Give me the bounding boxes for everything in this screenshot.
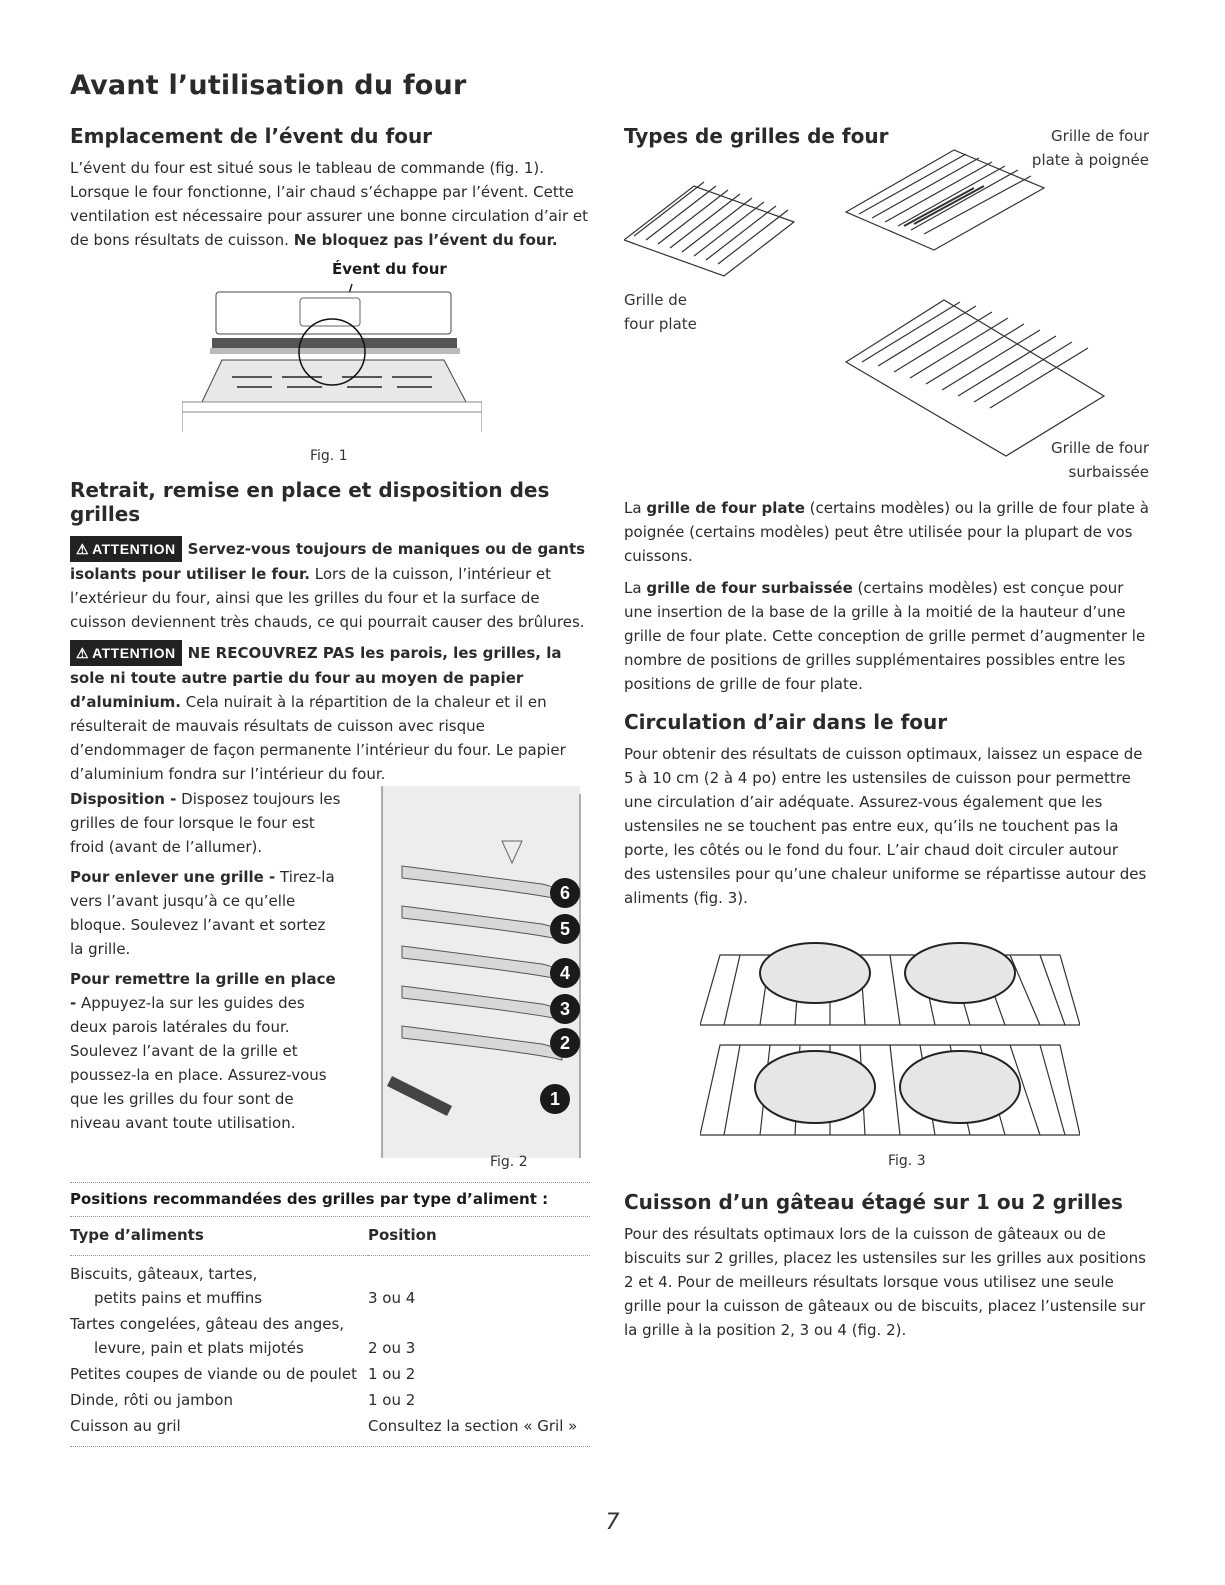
air-body: Pour obtenir des résultats de cuisson optimaux, laissez un espace de 5 à 10 cm (2 à 4 po) entre les ustensiles de cuisson pour permettre une circulation d’air adéquate. Assurez-vous également que les ustensiles ne se touchent pas entre eux, qu’ils ne touchent pas la porte, les côtés ou le fond du four. L’air chaud doit circuler autour des ustensiles pour qu’une chaleur uniforme se répartisse autour des aliments (fig. 3). bbox=[624, 745, 1147, 907]
racks-heading: Retrait, remise en place et disposition des grilles bbox=[70, 478, 550, 526]
disposition-text: Disposition - Disposez toujours les grilles de four lorsque le four est froid (avant de l’allumer). bbox=[70, 790, 341, 856]
warning-badge: ⚠ ATTENTION bbox=[70, 536, 182, 562]
position-cell: Consultez la section « Gril » bbox=[368, 1416, 578, 1435]
label-handle-rack: Grille de four plate à poignée bbox=[1031, 127, 1149, 169]
table-header-row bbox=[70, 1223, 590, 1256]
col-food-header: Type d’aliments bbox=[70, 1226, 204, 1244]
table-row bbox=[70, 1262, 590, 1310]
replace-rack-text: Pour remettre la grille en place - Appuyez-la sur les guides des deux parois latérales du four. Soulevez l’avant de la grille et poussez-la en place. Assurez-vous que les grilles du four sont de niveau avant toute utilisation. bbox=[70, 970, 336, 1132]
table-row bbox=[70, 1360, 590, 1386]
flat-rack-paragraph: La grille de four plate (certains modèles) ou la grille de four plate à poignée (certains modèles) peut être utilisée pour la plupart de vos cuissons. bbox=[624, 499, 1149, 565]
rack-instructions bbox=[70, 787, 342, 1135]
rack-position-2: 2 bbox=[550, 1028, 580, 1058]
rack-types-figure bbox=[624, 124, 1149, 484]
position-cell: 1 ou 2 bbox=[368, 1364, 416, 1383]
positions-table-block bbox=[70, 1182, 590, 1447]
cake-body: Pour des résultats optimaux lors de la cuisson de gâteaux ou de biscuits sur 2 grilles, placez les ustensiles sur les grilles aux positions 2 et 4. Pour de meilleurs résultats lorsque vous utilisez une seule grille pour la cuisson de gâteaux ou de biscuits, placez l’ustensile sur la grille à la position 2, 3 ou 4 (fig. 2). bbox=[624, 1225, 1146, 1339]
table-row bbox=[70, 1386, 590, 1412]
rack-position-6: 6 bbox=[550, 878, 580, 908]
position-cell: 3 ou 4 bbox=[368, 1288, 416, 1307]
food-cell: Dinde, rôti ou jambon bbox=[70, 1390, 233, 1409]
cake-section bbox=[624, 1190, 1149, 1342]
figure-2 bbox=[352, 786, 588, 1176]
position-cell: 1 ou 2 bbox=[368, 1390, 416, 1409]
rack-types-text bbox=[624, 496, 1149, 696]
vent-heading: Emplacement de l’évent du four bbox=[70, 124, 433, 148]
air-section bbox=[624, 710, 1149, 910]
rack-position-3: 3 bbox=[550, 994, 580, 1024]
cake-heading: Cuisson d’un gâteau étagé sur 1 ou 2 grilles bbox=[624, 1190, 1123, 1214]
figure-3 bbox=[700, 935, 1080, 1175]
rack-types-heading: Types de grilles de four bbox=[624, 124, 889, 148]
recessed-rack-paragraph: La grille de four surbaissée (certains modèles) est conçue pour une insertion de la base de la grille à la moitié de la hauteur d’une grille de four plate. Cette conception de grille permet d’augmenter le nombre de positions de grilles supplémentaires possibles entre les positions de grille de four plate. bbox=[624, 579, 1146, 693]
vent-body: L’évent du four est situé sous le tableau de commande (fig. 1). Lorsque le four fonctionne, l’air chaud s’échappe par l’évent. Cette ventilation est nécessaire pour assurer une bonne circulation d’air et de bons résultats de cuisson. Ne bloquez pas l’évent du four. bbox=[70, 159, 588, 249]
food-cell: Petites coupes de viande ou de poulet bbox=[70, 1364, 357, 1383]
racks-section bbox=[70, 478, 590, 786]
rack-position-4: 4 bbox=[550, 958, 580, 988]
label-recessed-rack: Grille de four surbaissée bbox=[1051, 439, 1149, 481]
page-title: Avant l’utilisation du four bbox=[70, 70, 467, 101]
warning-triangle-icon: ⚠ bbox=[76, 645, 90, 661]
fig2-caption: Fig. 2 bbox=[490, 1154, 528, 1170]
food-cell: Cuisson au gril bbox=[70, 1416, 181, 1435]
rack-position-1: 1 bbox=[540, 1084, 570, 1114]
warning-triangle-icon: ⚠ bbox=[76, 541, 90, 557]
warning-2: ⚠ ATTENTION NE RECOUVREZ PAS les parois, les grilles, la sole ni toute autre partie du four au moyen de papier d’aluminium. Cela nuirait à la répartition de la chaleur et il en résulterait de mauvais résultats de cuisson avec risque d’endommager de façon permanente l’intérieur du four. Le papier d’aluminium fondra sur l’intérieur du four. bbox=[70, 640, 590, 786]
oven-vent-illustration bbox=[182, 282, 482, 442]
table-row bbox=[70, 1310, 590, 1360]
rack-position-5: 5 bbox=[550, 914, 580, 944]
table-row bbox=[70, 1412, 590, 1446]
remove-rack-text: Pour enlever une grille - Tirez-la vers l’avant jusqu’à ce qu’elle bloque. Soulevez l’avant et sortez la grille. bbox=[70, 868, 335, 958]
label-flat-rack: Grille de four plate bbox=[624, 291, 697, 333]
food-cell: Tartes congelées, gâteau des anges, levure, pain et plats mijotés bbox=[70, 1314, 345, 1357]
fig3-caption: Fig. 3 bbox=[888, 1153, 926, 1169]
fig1-caption: Fig. 1 bbox=[310, 448, 348, 464]
vent-section bbox=[70, 124, 590, 252]
food-cell: Biscuits, gâteaux, tartes, petits pains et muffins bbox=[70, 1264, 263, 1307]
page-number: 7 bbox=[605, 1510, 620, 1535]
vent-callout: Évent du four bbox=[332, 260, 447, 278]
warning-1: ⚠ ATTENTION Servez-vous toujours de maniques ou de gants isolants pour utiliser le four. Lors de la cuisson, l’intérieur et l’extérieur du four, ainsi que les grilles du four et la surface de cuisson deviennent très chauds, ce qui pourrait causer des brûlures. bbox=[70, 536, 590, 634]
warning-badge: ⚠ ATTENTION bbox=[70, 640, 182, 666]
positions-table bbox=[70, 1223, 590, 1446]
air-circulation-illustration bbox=[700, 935, 1080, 1145]
position-cell: 2 ou 3 bbox=[368, 1338, 416, 1357]
air-heading: Circulation d’air dans le four bbox=[624, 710, 948, 734]
positions-table-title: Positions recommandées des grilles par type d’aliment : bbox=[70, 1190, 549, 1208]
figure-1 bbox=[182, 260, 482, 464]
col-position-header: Position bbox=[368, 1226, 437, 1244]
oven-racks-illustration bbox=[624, 144, 1149, 464]
